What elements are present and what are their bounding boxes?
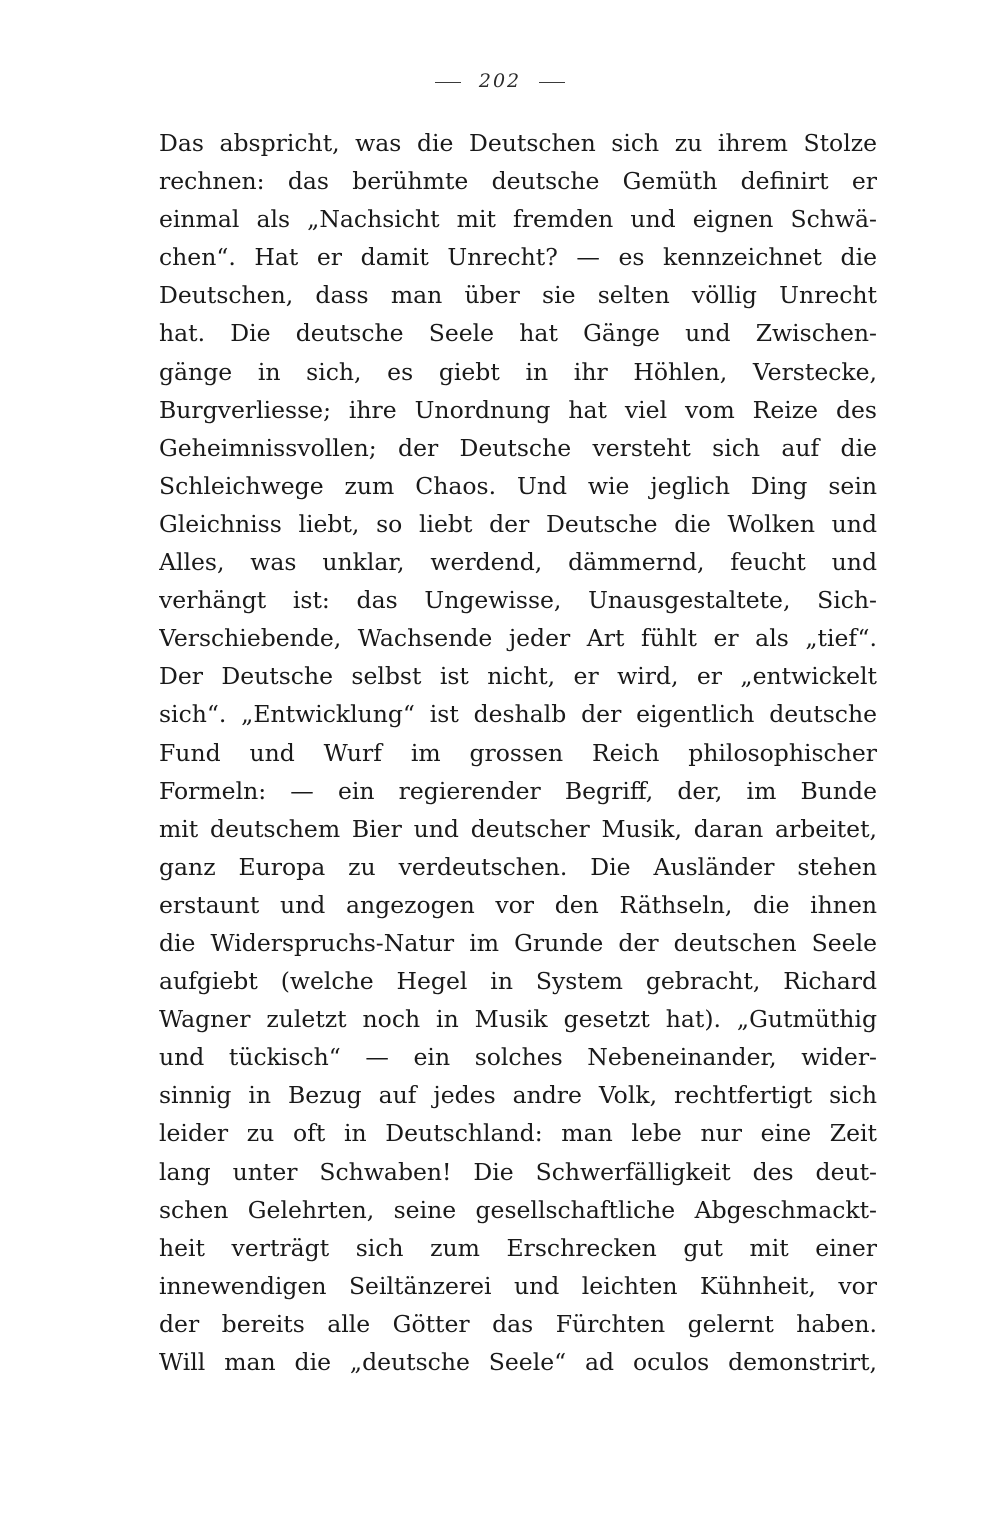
- text-line: Fund und Wurf im grossen Reich philosophischer: [159, 738, 877, 767]
- header-dash-right: [539, 82, 565, 83]
- text-line: sinnig in Bezug auf jedes andre Volk, rechtfertigt sich: [159, 1081, 877, 1110]
- text-line: die Widerspruchs-Natur im Grunde der deutschen Seele: [159, 928, 877, 957]
- text-line: schen Gelehrten, seine gesellschaftliche Abgeschmackt-: [159, 1195, 877, 1224]
- text-line: lang unter Schwaben! Die Schwerfälligkeit des deut-: [159, 1157, 877, 1186]
- text-line: einmal als „Nachsicht mit fremden und eignen Schwä-: [159, 205, 877, 234]
- text-line: Schleichwege zum Chaos. Und wie jeglich Ding sein: [159, 471, 877, 500]
- text-line: und tückisch“ — ein solches Nebeneinander, wider-: [159, 1043, 877, 1072]
- text-line: Formeln: — ein regierender Begriff, der, im Bunde: [159, 776, 877, 805]
- text-line: rechnen: das berühmte deutsche Gemüth definirt er: [159, 167, 877, 196]
- text-line: Will man die „deutsche Seele“ ad oculos demonstrirt,: [159, 1348, 877, 1376]
- text-line: heit verträgt sich zum Erschrecken gut mit einer: [159, 1233, 877, 1262]
- body-text: [159, 124, 877, 1381]
- text-line: Alles, was unklar, werdend, dämmernd, feucht und: [159, 548, 877, 577]
- header-dash-left: [435, 82, 461, 83]
- text-line: Verschiebende, Wachsende jeder Art fühlt er als „tief“.: [159, 624, 877, 653]
- page-number: 202: [478, 70, 522, 92]
- text-line: innewendigen Seiltänzerei und leichten Kühnheit, vor: [159, 1271, 877, 1300]
- text-line: sich“. „Entwicklung“ ist deshalb der eigentlich deutsche: [159, 700, 877, 729]
- text-line: chen“. Hat er damit Unrecht? — es kennzeichnet die: [159, 243, 877, 272]
- text-line: hat. Die deutsche Seele hat Gänge und Zwischen-: [159, 319, 877, 348]
- text-line: der bereits alle Götter das Fürchten gelernt haben.: [159, 1309, 877, 1338]
- text-line: Wagner zuletzt noch in Musik gesetzt hat). „Gutmüthig: [159, 1005, 877, 1034]
- text-line: ganz Europa zu verdeutschen. Die Ausländer stehen: [159, 852, 877, 881]
- text-line: verhängt ist: das Ungewisse, Unausgestaltete, Sich-: [159, 586, 877, 615]
- text-line: Gleichniss liebt, so liebt der Deutsche die Wolken und: [159, 509, 877, 538]
- text-line: Deutschen, dass man über sie selten völlig Unrecht: [159, 281, 877, 310]
- text-line: erstaunt und angezogen vor den Räthseln, die ihnen: [159, 890, 877, 919]
- text-line: gänge in sich, es giebt in ihr Höhlen, Verstecke,: [159, 357, 877, 386]
- text-line: Der Deutsche selbst ist nicht, er wird, er „entwickelt: [159, 662, 877, 691]
- text-line: Das abspricht, was die Deutschen sich zu ihrem Stolze: [159, 129, 877, 157]
- text-line: mit deutschem Bier und deutscher Musik, daran arbeitet,: [159, 814, 877, 843]
- text-line: Geheimnissvollen; der Deutsche versteht sich auf die: [159, 433, 877, 462]
- text-line: leider zu oft in Deutschland: man lebe nur eine Zeit: [159, 1119, 877, 1148]
- text-line: Burgverliesse; ihre Unordnung hat viel vom Reize des: [159, 395, 877, 424]
- page-header: [0, 70, 1000, 92]
- text-line: aufgiebt (welche Hegel in System gebracht, Richard: [159, 967, 877, 996]
